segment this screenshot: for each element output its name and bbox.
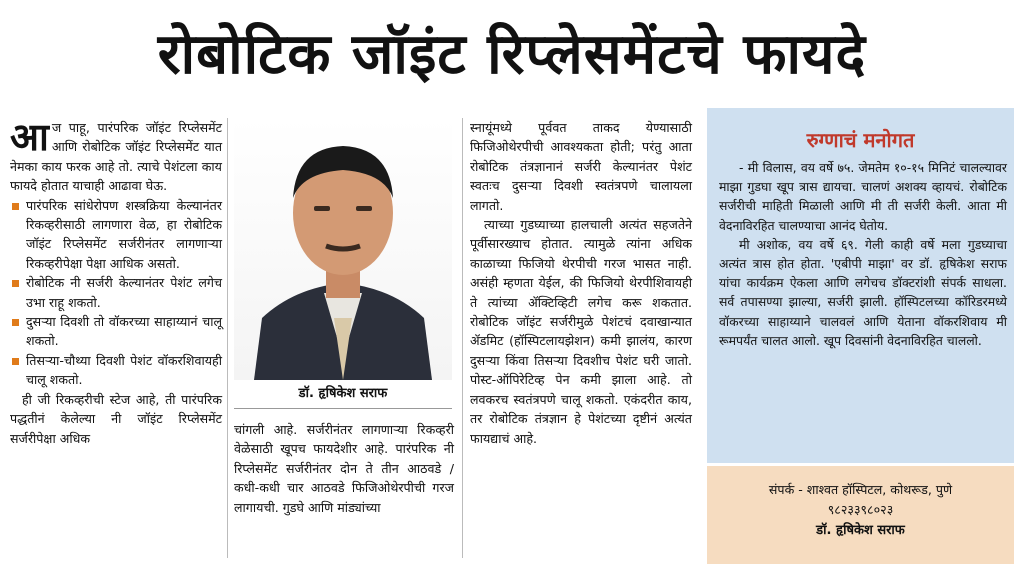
benefit-item: दुसऱ्या दिवशी तो वॉकरच्या साहाय्यानं चालू शकतो. xyxy=(10,312,222,351)
benefit-item: पारंपरिक सांधेरोपण शस्त्रक्रिया केल्यानंतर रिकव्हरीसाठी लागणारा वेळ, हा रोबोटिक जॉइंट रिप्लेसमेंट सर्जरीनंतर लागणाऱ्या रिकव्हरीपेक्षा पेक्षा आधिक असतो. xyxy=(10,196,222,274)
testimonial-paragraph: - मी विलास, वय वर्षे ७५. जेमतेम १०-१५ मिनिटं चालल्यावर माझा गुडघा खूप त्रास द्यायचा. चालणं अशक्य व्हायचं. रोबोटिक सर्जरीची माहिती मिळाली आणि मी ती सर्जरी केली. आता मी वेदनाविरहित चालण्याचा आनंद घेतोय. xyxy=(719,160,1007,233)
headline: रोबोटिक जॉइंट रिप्लेसमेंटचे फायदे xyxy=(157,22,867,87)
caption-rule xyxy=(234,408,452,409)
column-divider xyxy=(462,118,463,558)
testimonial-box xyxy=(707,108,1014,463)
article-column-2 xyxy=(234,420,454,517)
testimonial-text xyxy=(719,158,1007,350)
article-column-3 xyxy=(470,118,692,448)
intro-paragraph xyxy=(10,115,222,196)
drop-cap: आ xyxy=(10,115,49,159)
benefit-item: रोबोटिक नी सर्जरी केल्यानंतर पेशंट लगेच उभा राहू शकतो. xyxy=(10,273,222,312)
column-3-paragraph-1: स्नायूंमध्ये पूर्ववत ताकद येण्यासाठी फिजिओथेरपीची आवश्यकता होती; परंतु आता रोबोटिक तंत्रज्ञानानं सर्जरी केल्यानंतर पेशंट स्वतःच दुसऱ्या दिवशी स्वतंत्रपणे चालायला लागतो. xyxy=(470,120,692,213)
testimonial-title: रुग्णाचं मनोगत xyxy=(806,128,915,152)
outro-paragraph: ही जी रिकव्हरीची स्टेज आहे, ती पारंपरिक पद्धतीनं केलेल्या नी जॉइंट रिप्लेसमेंट सर्जरीपेक्षा अधिक xyxy=(10,391,222,446)
benefit-item: तिसऱ्या-चौथ्या दिवशी पेशंट वॉकरशिवायही चालू शकतो. xyxy=(10,351,222,390)
photo-caption: डॉ. हृषिकेश सराफ xyxy=(298,386,388,401)
testimonial-paragraph: मी अशोक, वय वर्षे ६९. गेली काही वर्षे मला गुडघ्याचा अत्यंत त्रास होत होता. 'एबीपी माझा' वर डॉ. हृषिकेश सराफ यांचा कार्यक्रम ऐकला आणि लगेचच डॉक्टरांशी संपर्क साधला. सर्व तपासण्या झाल्या, सर्जरी झाली. हॉस्पिटलच्या कॉरिडरमध्ये वॉकरच्या साहाय्याने चालवलं आणि येताना वॉकरशिवाय मी रूमपर्यंत चालत आलो. खूप दिवसांनी वेदनाविरहित चाललो. xyxy=(719,236,1007,348)
doctor-portrait xyxy=(234,118,452,380)
contact-phone: ९८२३३९८०२३ xyxy=(827,502,894,517)
intro-text: ज पाहू, पारंपरिक जॉइंट रिप्लेसमेंट आणि रोबोटिक जॉइंट रिप्लेसमेंट यात नेमका काय फरक आहे तो. त्याचे पेशंटला काय फायदे होतात याचाही आढावा घेऊ. xyxy=(10,120,222,194)
doctor-photo xyxy=(234,118,452,380)
column-2-text: चांगली आहे. सर्जरीनंतर लागणाऱ्या रिकव्हरी वेळेसाठी खूपच फायदेशीर आहे. पारंपरिक नी रिप्लेसमेंट सर्जरीनंतर दोन ते तीन आठवडे / कधी-कधी चार आठवडे फिजिओथेरपीची गरज लागायची. गुडघे आणि मांड्यांच्या xyxy=(234,422,454,515)
benefit-list xyxy=(10,196,222,390)
article-column-1 xyxy=(10,115,222,448)
column-divider xyxy=(227,118,228,558)
column-3-paragraph-2: त्याच्या गुडघ्याच्या हालचाली अत्यंत सहजतेने पूर्वीसारख्याच होतात. त्यामुळे त्यांना अधिक काळाच्या फिजियो थेरपीची गरज भासत नाही. असंही म्हणता येईल, की फिजियो थेरपीशिवायही ते त्यांच्या ॲक्टिव्हिटी लगेच करू शकतात. रोबोटिक जॉइंट सर्जरीमुळे पेशंटचं दवाखान्यात ॲडमिट (हॉस्पिटलायझेशन) कमी झालंय, कारण दुसऱ्या किंवा तिसऱ्या दिवशीच पेशंट घरी जातो. पोस्ट-ऑपिरेटिव्ह पेन कमी झाला आहे. तो लवकरच स्वतंत्रपणे चालू शकतो. एकंदरीत काय, तर रोबोटिक तंत्रज्ञान हे पेशंटच्या दृष्टीनं अत्यंत फायद्याचं आहे. xyxy=(470,217,692,446)
contact-name: डॉ. हृषिकेश सराफ xyxy=(816,523,905,538)
contact-box xyxy=(707,466,1014,564)
contact-address: संपर्क - शाश्वत हॉस्पिटल, कोथरूड, पुणे xyxy=(768,482,953,497)
